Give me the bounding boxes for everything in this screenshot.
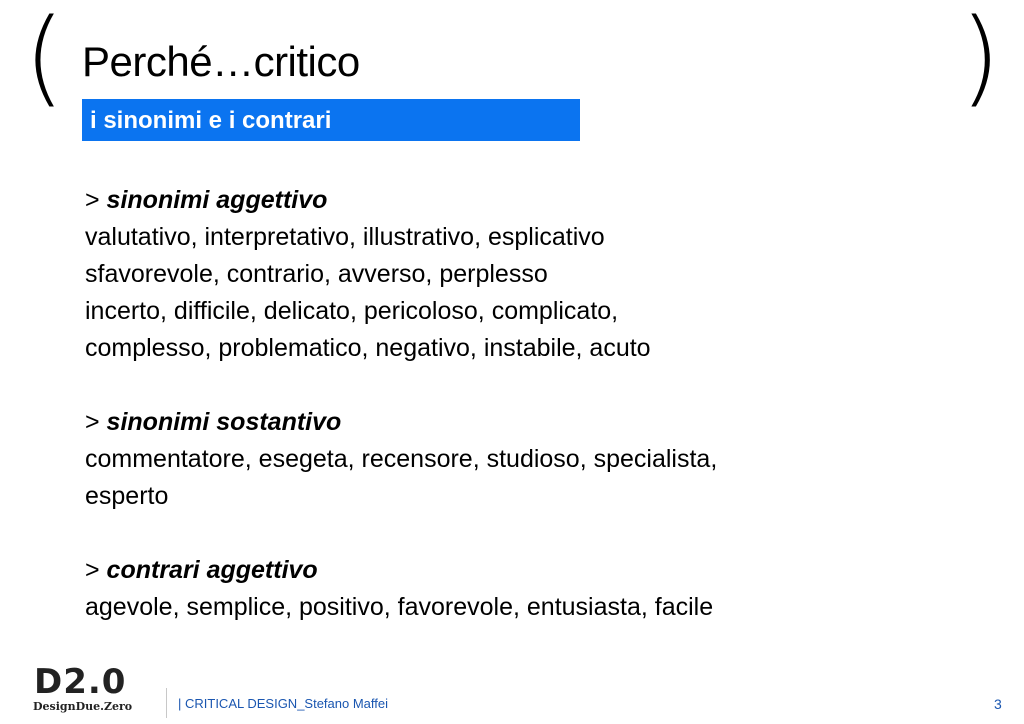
section-line: agevole, semplice, positivo, favorevole, entusiasta, facile — [85, 593, 714, 621]
section-line: esperto — [85, 482, 169, 510]
slide-content — [85, 182, 965, 626]
arrow-marker: > — [85, 408, 107, 436]
section-line: complesso, problematico, negativo, instabile, acuto — [85, 334, 651, 362]
right-parenthesis: ) — [960, 0, 1001, 118]
footer-text: | CRITICAL DESIGN_Stefano Maffei — [178, 696, 389, 711]
section-synonyms-noun — [85, 404, 965, 515]
section-heading-text: contrari aggettivo — [106, 556, 318, 584]
section-line: incerto, difficile, delicato, pericoloso, complicato, — [85, 297, 619, 325]
section-line: sfavorevole, contrario, avverso, perplesso — [85, 260, 548, 288]
section-heading — [85, 552, 965, 589]
logo-subtitle: DesignDue.Zero — [33, 700, 133, 713]
section-heading-text: sinonimi aggettivo — [106, 186, 328, 214]
section-heading — [85, 182, 965, 219]
logo-mark: D2.0 — [34, 662, 127, 702]
arrow-marker: > — [85, 556, 107, 584]
section-line: commentatore, esegeta, recensore, studioso, specialista, — [85, 445, 718, 473]
footer-divider — [166, 688, 167, 718]
section-synonyms-adjective — [85, 182, 965, 367]
arrow-marker: > — [85, 186, 107, 214]
subtitle-bar: i sinonimi e i contrari — [82, 99, 580, 141]
section-heading — [85, 404, 965, 441]
left-parenthesis: ( — [24, 0, 65, 118]
slide-title: Perché…critico — [82, 38, 360, 85]
designduezero-logo — [30, 664, 140, 720]
section-line: valutativo, interpretativo, illustrativo, esplicativo — [85, 223, 605, 251]
section-heading-text: sinonimi sostantivo — [106, 408, 342, 436]
section-antonyms-adjective — [85, 552, 965, 626]
page-number: 3 — [994, 696, 1002, 712]
